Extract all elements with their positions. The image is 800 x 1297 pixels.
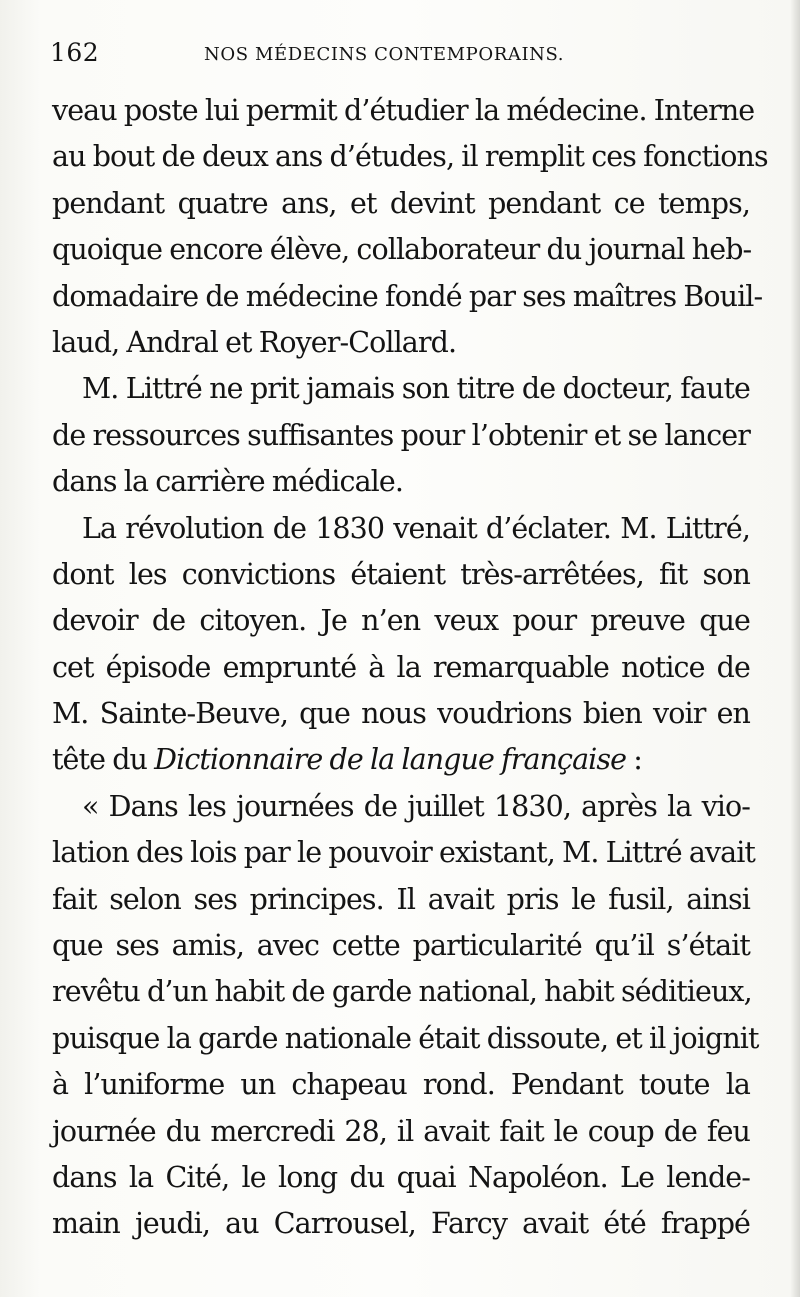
paragraph-end-line xyxy=(52,737,750,783)
italic-title: Dictionnaire de la langue française xyxy=(154,743,627,777)
page-header xyxy=(50,34,750,74)
text-line: fait selon ses principes. Il avait pris le fusil, ainsi xyxy=(52,882,750,916)
text-line: lation des lois par le pouvoir existant, M. Littré avait xyxy=(52,836,755,870)
text-line: journée du mercredi 28, il avait fait le coup de feu xyxy=(52,1114,750,1148)
text-line: que ses amis, avec cette particularité qu’il s’était xyxy=(52,929,750,963)
page-edge-shadow xyxy=(790,0,800,1297)
paragraph-end-line: laud, Andral et Royer-Collard. xyxy=(52,325,457,359)
paragraph-start-line: M. Littré ne prit jamais son titre de docteur, faute xyxy=(82,372,750,406)
text-line: devoir de citoyen. Je n’en veux pour preuve que xyxy=(52,604,750,638)
text-line: dans la Cité, le long du quai Napoléon. Le lende- xyxy=(52,1160,750,1194)
text-line: quoique encore élève, collaborateur du journal heb- xyxy=(52,233,752,267)
text-line: puisque la garde nationale était dissoute, et il joignit xyxy=(52,1021,759,1055)
paragraph-end-line: dans la carrière médicale. xyxy=(52,465,404,499)
text-line: main jeudi, au Carrousel, Farcy avait été frappé xyxy=(52,1207,750,1241)
running-head: NOS MÉDECINS CONTEMPORAINS. xyxy=(204,44,565,65)
quote-start-line: « Dans les journées de juillet 1830, après la vio- xyxy=(82,789,750,823)
text-line: M. Sainte-Beuve, que nous voudrions bien voir en xyxy=(52,697,750,731)
text-line: cet épisode emprunté à la remarquable notice de xyxy=(52,650,750,684)
text-line: pendant quatre ans, et devint pendant ce temps, xyxy=(52,186,750,220)
text-line: de ressources suffisantes pour l’obtenir et se lancer xyxy=(52,418,750,452)
text-line: à l’uniforme un chapeau rond. Pendant toute la xyxy=(52,1068,750,1102)
text-line: au bout de deux ans d’études, il remplit ces fonctions xyxy=(52,140,768,174)
line-suffix: : xyxy=(626,743,642,777)
text-line: veau poste lui permit d’étudier la médecine. Interne xyxy=(52,94,755,127)
body-text xyxy=(52,88,768,1248)
paragraph-start-line: La révolution de 1830 venait d’éclater. M. Littré, xyxy=(82,511,750,545)
page-number: 162 xyxy=(50,38,100,67)
text-line: domadaire de médecine fondé par ses maîtres Bouil- xyxy=(52,279,763,313)
text-line: dont les convictions étaient très-arrêtées, fit son xyxy=(52,557,750,591)
line-prefix: tête du xyxy=(52,743,155,777)
text-line: revêtu d’un habit de garde national, habit séditieux, xyxy=(52,975,752,1009)
